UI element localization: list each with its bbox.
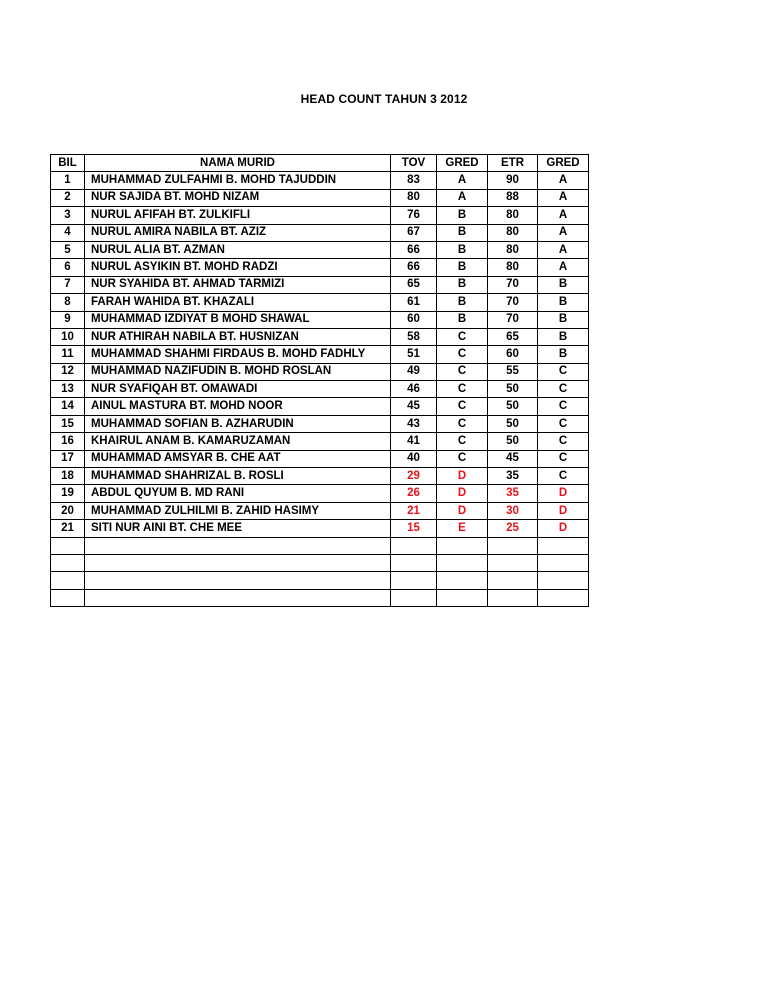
cell-gred-etr: C: [538, 381, 589, 398]
cell-gred-tov: [437, 537, 488, 554]
cell-nama-murid: KHAIRUL ANAM B. KAMARUZAMAN: [85, 433, 391, 450]
table-row: [51, 328, 589, 345]
cell-gred-etr: C: [538, 450, 589, 467]
cell-nama-murid: NURUL ASYIKIN BT. MOHD RADZI: [85, 259, 391, 276]
cell-gred-tov: C: [437, 381, 488, 398]
cell-etr: 88: [488, 189, 538, 206]
cell-gred-etr: C: [538, 468, 589, 485]
cell-gred-tov: D: [437, 485, 488, 502]
cell-tov: 49: [391, 363, 437, 380]
cell-nama-murid: NURUL AFIFAH BT. ZULKIFLI: [85, 207, 391, 224]
cell-tov: 51: [391, 346, 437, 363]
cell-gred-etr: [538, 589, 589, 606]
header-tov: TOV: [391, 155, 437, 172]
cell-etr: 70: [488, 311, 538, 328]
cell-etr: 50: [488, 433, 538, 450]
cell-nama-murid: MUHAMMAD NAZIFUDIN B. MOHD ROSLAN: [85, 363, 391, 380]
cell-bil: 20: [51, 502, 85, 519]
cell-gred-etr: A: [538, 207, 589, 224]
table-header-row: [51, 155, 589, 172]
cell-tov: 67: [391, 224, 437, 241]
header-etr: ETR: [488, 155, 538, 172]
table-row: [51, 346, 589, 363]
cell-bil: 1: [51, 172, 85, 189]
cell-tov: 65: [391, 276, 437, 293]
cell-bil: 4: [51, 224, 85, 241]
cell-gred-tov: B: [437, 224, 488, 241]
cell-bil: 2: [51, 189, 85, 206]
cell-nama-murid: NUR ATHIRAH NABILA BT. HUSNIZAN: [85, 328, 391, 345]
cell-etr: 30: [488, 502, 538, 519]
cell-etr: 70: [488, 276, 538, 293]
cell-gred-tov: B: [437, 259, 488, 276]
cell-gred-etr: B: [538, 311, 589, 328]
cell-bil: 6: [51, 259, 85, 276]
cell-gred-tov: [437, 554, 488, 571]
cell-nama-murid: AINUL MASTURA BT. MOHD NOOR: [85, 398, 391, 415]
cell-gred-tov: C: [437, 346, 488, 363]
cell-etr: 70: [488, 294, 538, 311]
cell-nama-murid: MUHAMMAD SHAHRIZAL B. ROSLI: [85, 468, 391, 485]
cell-gred-etr: A: [538, 259, 589, 276]
cell-tov: 66: [391, 259, 437, 276]
cell-tov: 21: [391, 502, 437, 519]
table-row: [51, 172, 589, 189]
cell-nama-murid: NURUL AMIRA NABILA BT. AZIZ: [85, 224, 391, 241]
cell-gred-tov: B: [437, 276, 488, 293]
table-row: [51, 485, 589, 502]
cell-gred-tov: D: [437, 468, 488, 485]
table-row: [51, 520, 589, 537]
cell-nama-murid: MUHAMMAD ZULHILMI B. ZAHID HASIMY: [85, 502, 391, 519]
cell-gred-etr: B: [538, 294, 589, 311]
cell-gred-tov: B: [437, 294, 488, 311]
cell-gred-tov: E: [437, 520, 488, 537]
cell-etr: 45: [488, 450, 538, 467]
cell-bil: 9: [51, 311, 85, 328]
cell-bil: 7: [51, 276, 85, 293]
cell-gred-etr: C: [538, 398, 589, 415]
cell-gred-etr: A: [538, 172, 589, 189]
cell-bil: [51, 537, 85, 554]
cell-etr: [488, 554, 538, 571]
table-row: [51, 276, 589, 293]
table-row: [51, 398, 589, 415]
cell-nama-murid: FARAH WAHIDA BT. KHAZALI: [85, 294, 391, 311]
cell-gred-etr: A: [538, 189, 589, 206]
head-count-table: [50, 154, 589, 607]
cell-gred-tov: A: [437, 189, 488, 206]
cell-bil: 15: [51, 415, 85, 432]
cell-etr: [488, 589, 538, 606]
cell-etr: 50: [488, 415, 538, 432]
cell-nama-murid: NUR SYAFIQAH BT. OMAWADI: [85, 381, 391, 398]
cell-nama-murid: SITI NUR AINI BT. CHE MEE: [85, 520, 391, 537]
cell-nama-murid: [85, 572, 391, 589]
cell-bil: 19: [51, 485, 85, 502]
cell-gred-tov: B: [437, 241, 488, 258]
cell-tov: 40: [391, 450, 437, 467]
cell-gred-tov: [437, 572, 488, 589]
cell-gred-etr: B: [538, 328, 589, 345]
cell-gred-etr: [538, 554, 589, 571]
cell-gred-etr: C: [538, 433, 589, 450]
cell-bil: 18: [51, 468, 85, 485]
cell-nama-murid: [85, 554, 391, 571]
cell-etr: 25: [488, 520, 538, 537]
cell-gred-etr: [538, 537, 589, 554]
cell-nama-murid: MUHAMMAD SOFIAN B. AZHARUDIN: [85, 415, 391, 432]
cell-gred-tov: C: [437, 328, 488, 345]
cell-etr: [488, 537, 538, 554]
table-row: [51, 363, 589, 380]
table-row: [51, 537, 589, 554]
page-title: HEAD COUNT TAHUN 3 2012: [300, 92, 468, 106]
cell-nama-murid: MUHAMMAD SHAHMI FIRDAUS B. MOHD FADHLY: [85, 346, 391, 363]
cell-tov: 45: [391, 398, 437, 415]
cell-gred-etr: D: [538, 520, 589, 537]
cell-gred-etr: C: [538, 415, 589, 432]
cell-bil: 12: [51, 363, 85, 380]
cell-etr: 60: [488, 346, 538, 363]
cell-nama-murid: MUHAMMAD AMSYAR B. CHE AAT: [85, 450, 391, 467]
cell-tov: 61: [391, 294, 437, 311]
cell-nama-murid: [85, 589, 391, 606]
table-row: [51, 589, 589, 606]
table-row: [51, 554, 589, 571]
cell-bil: 3: [51, 207, 85, 224]
cell-tov: 76: [391, 207, 437, 224]
table-row: [51, 259, 589, 276]
cell-etr: 80: [488, 259, 538, 276]
cell-tov: 80: [391, 189, 437, 206]
table-row: [51, 189, 589, 206]
cell-tov: 43: [391, 415, 437, 432]
cell-gred-tov: A: [437, 172, 488, 189]
cell-nama-murid: [85, 537, 391, 554]
table-row: [51, 241, 589, 258]
cell-tov: [391, 589, 437, 606]
cell-bil: 13: [51, 381, 85, 398]
cell-gred-tov: C: [437, 398, 488, 415]
cell-etr: 90: [488, 172, 538, 189]
cell-gred-tov: [437, 589, 488, 606]
table-body: [51, 172, 589, 607]
cell-etr: 55: [488, 363, 538, 380]
cell-gred-tov: B: [437, 311, 488, 328]
cell-tov: 58: [391, 328, 437, 345]
cell-bil: 10: [51, 328, 85, 345]
cell-bil: [51, 554, 85, 571]
table-row: [51, 468, 589, 485]
cell-gred-etr: D: [538, 502, 589, 519]
cell-gred-etr: B: [538, 276, 589, 293]
cell-tov: 41: [391, 433, 437, 450]
cell-gred-etr: A: [538, 241, 589, 258]
cell-tov: 66: [391, 241, 437, 258]
cell-gred-etr: C: [538, 363, 589, 380]
cell-bil: 8: [51, 294, 85, 311]
cell-tov: [391, 537, 437, 554]
cell-tov: [391, 572, 437, 589]
cell-bil: 5: [51, 241, 85, 258]
cell-bil: 11: [51, 346, 85, 363]
cell-etr: 80: [488, 224, 538, 241]
cell-tov: 26: [391, 485, 437, 502]
table-row: [51, 311, 589, 328]
cell-gred-tov: C: [437, 450, 488, 467]
cell-bil: 17: [51, 450, 85, 467]
cell-etr: 50: [488, 381, 538, 398]
table-row: [51, 294, 589, 311]
cell-nama-murid: MUHAMMAD ZULFAHMI B. MOHD TAJUDDIN: [85, 172, 391, 189]
cell-etr: 80: [488, 207, 538, 224]
table-row: [51, 381, 589, 398]
table-row: [51, 450, 589, 467]
cell-nama-murid: NUR SYAHIDA BT. AHMAD TARMIZI: [85, 276, 391, 293]
cell-etr: 80: [488, 241, 538, 258]
table-row: [51, 207, 589, 224]
table-row: [51, 502, 589, 519]
cell-etr: 65: [488, 328, 538, 345]
header-gred-etr: GRED: [538, 155, 589, 172]
cell-bil: [51, 572, 85, 589]
table-row: [51, 433, 589, 450]
cell-etr: 35: [488, 485, 538, 502]
cell-gred-tov: C: [437, 363, 488, 380]
header-gred-tov: GRED: [437, 155, 488, 172]
header-nama-murid: NAMA MURID: [85, 155, 391, 172]
cell-tov: [391, 554, 437, 571]
cell-gred-tov: D: [437, 502, 488, 519]
cell-tov: 46: [391, 381, 437, 398]
cell-tov: 83: [391, 172, 437, 189]
table-row: [51, 224, 589, 241]
cell-tov: 60: [391, 311, 437, 328]
cell-tov: 29: [391, 468, 437, 485]
cell-nama-murid: MUHAMMAD IZDIYAT B MOHD SHAWAL: [85, 311, 391, 328]
header-bil: BIL: [51, 155, 85, 172]
cell-gred-etr: D: [538, 485, 589, 502]
table-row: [51, 415, 589, 432]
cell-etr: 35: [488, 468, 538, 485]
cell-gred-etr: A: [538, 224, 589, 241]
cell-gred-etr: [538, 572, 589, 589]
cell-gred-tov: C: [437, 433, 488, 450]
cell-bil: 14: [51, 398, 85, 415]
cell-nama-murid: ABDUL QUYUM B. MD RANI: [85, 485, 391, 502]
cell-etr: [488, 572, 538, 589]
cell-etr: 50: [488, 398, 538, 415]
cell-tov: 15: [391, 520, 437, 537]
cell-gred-etr: B: [538, 346, 589, 363]
cell-nama-murid: NURUL ALIA BT. AZMAN: [85, 241, 391, 258]
cell-bil: 16: [51, 433, 85, 450]
cell-nama-murid: NUR SAJIDA BT. MOHD NIZAM: [85, 189, 391, 206]
cell-gred-tov: C: [437, 415, 488, 432]
cell-bil: [51, 589, 85, 606]
table-row: [51, 572, 589, 589]
cell-bil: 21: [51, 520, 85, 537]
cell-gred-tov: B: [437, 207, 488, 224]
